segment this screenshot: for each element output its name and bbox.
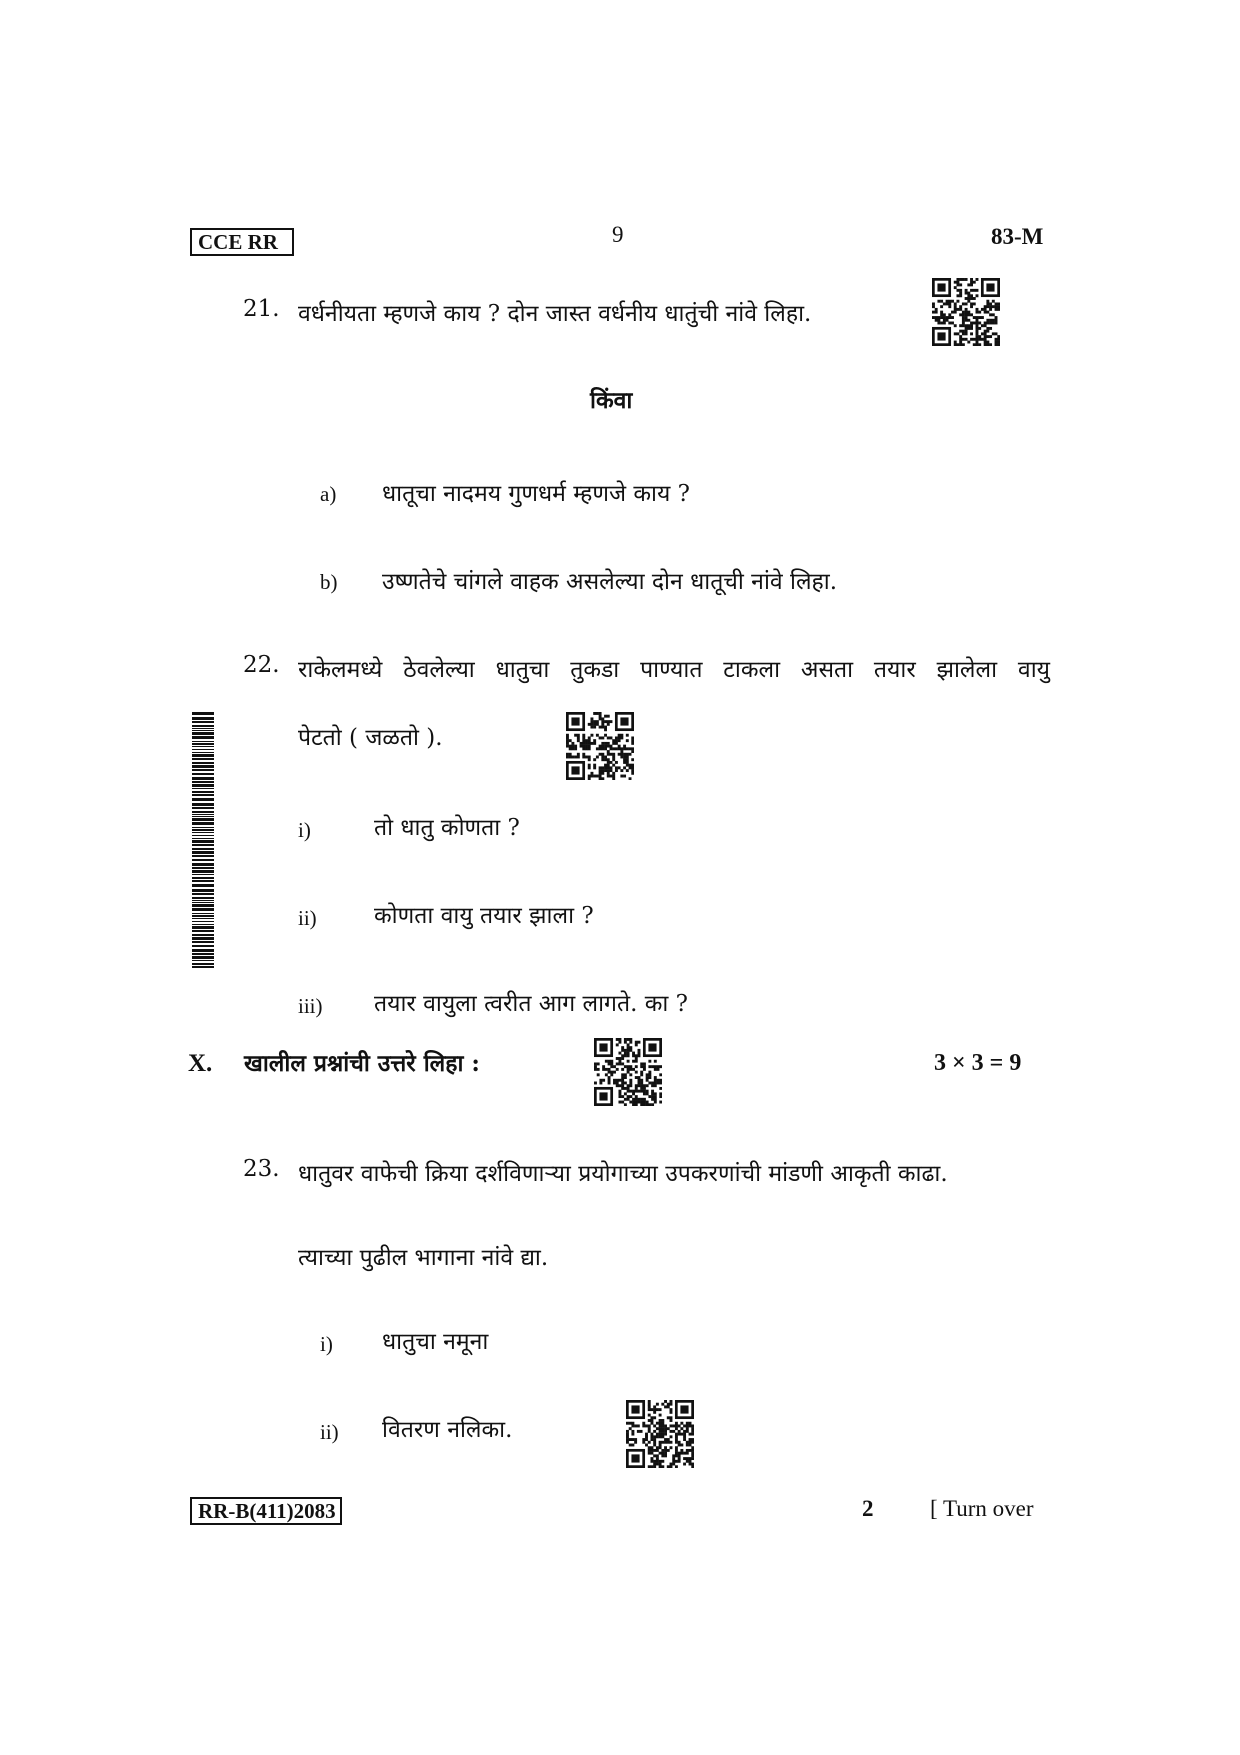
- question-text-continued: त्याच्या पुढील भागाना नांवे द्या.: [298, 1245, 549, 1271]
- question-text-continued: पेटतो ( जळतो ).: [298, 725, 443, 751]
- question-text: वर्धनीयता म्हणजे काय ? दोन जास्त वर्धनीय धातुंची नांवे लिहा.: [298, 301, 812, 327]
- sub-question-text: वितरण नलिका.: [382, 1417, 513, 1443]
- section-marks: 3 × 3 = 9: [934, 1050, 1022, 1076]
- sub-question-label: b): [320, 570, 338, 594]
- question-number: 23.: [243, 1156, 280, 1182]
- sub-question-text: धातुचा नमूना: [382, 1329, 489, 1355]
- qr-code-icon: [626, 1400, 694, 1468]
- sub-question-text: धातूचा नादमय गुणधर्म म्हणजे काय ?: [382, 481, 690, 507]
- sub-question-text: कोणता वायु तयार झाला ?: [374, 903, 594, 929]
- qr-code-icon: [932, 278, 1000, 346]
- question-number: 22.: [243, 652, 280, 678]
- sub-question-label: i): [320, 1332, 333, 1356]
- section-numeral: X.: [188, 1050, 213, 1077]
- sub-question-text: उष्णतेचे चांगले वाहक असलेल्या दोन धातूची नांवे लिहा.: [382, 569, 838, 595]
- question-text: धातुवर वाफेची क्रिया दर्शविणाऱ्या प्रयोगाच्या उपकरणांची मांडणी आकृती काढा.: [298, 1161, 948, 1187]
- qr-code-icon: [566, 712, 634, 780]
- qr-code-icon: [594, 1038, 662, 1106]
- page-number: 9: [612, 222, 624, 247]
- sheet-number: 2: [862, 1496, 874, 1521]
- sub-question-text: तयार वायुला त्वरीत आग लागते. का ?: [374, 991, 689, 1017]
- sub-question-label: ii): [320, 1420, 339, 1444]
- question-text: राकेलमध्ये ठेवलेल्या धातुचा तुकडा पाण्यात टाकला असता तयार झालेला वायु: [298, 657, 1050, 683]
- turn-over-label: [ Turn over: [930, 1496, 1034, 1521]
- section-title: खालील प्रश्नांची उत्तरे लिहा :: [244, 1050, 480, 1077]
- sub-question-label: i): [298, 818, 311, 842]
- barcode-icon: [192, 712, 214, 968]
- sub-question-label: ii): [298, 906, 317, 930]
- sub-question-label: iii): [298, 994, 323, 1018]
- sub-question-text: तो धातु कोणता ?: [374, 815, 520, 841]
- or-label: किंवा: [590, 387, 633, 414]
- question-number: 21.: [243, 296, 280, 322]
- sub-question-label: a): [320, 482, 337, 506]
- footer-left-code: RR-B(411)2083: [190, 1497, 342, 1525]
- header-left-code: CCE RR: [190, 228, 294, 256]
- header-right-code: 83-M: [991, 224, 1044, 249]
